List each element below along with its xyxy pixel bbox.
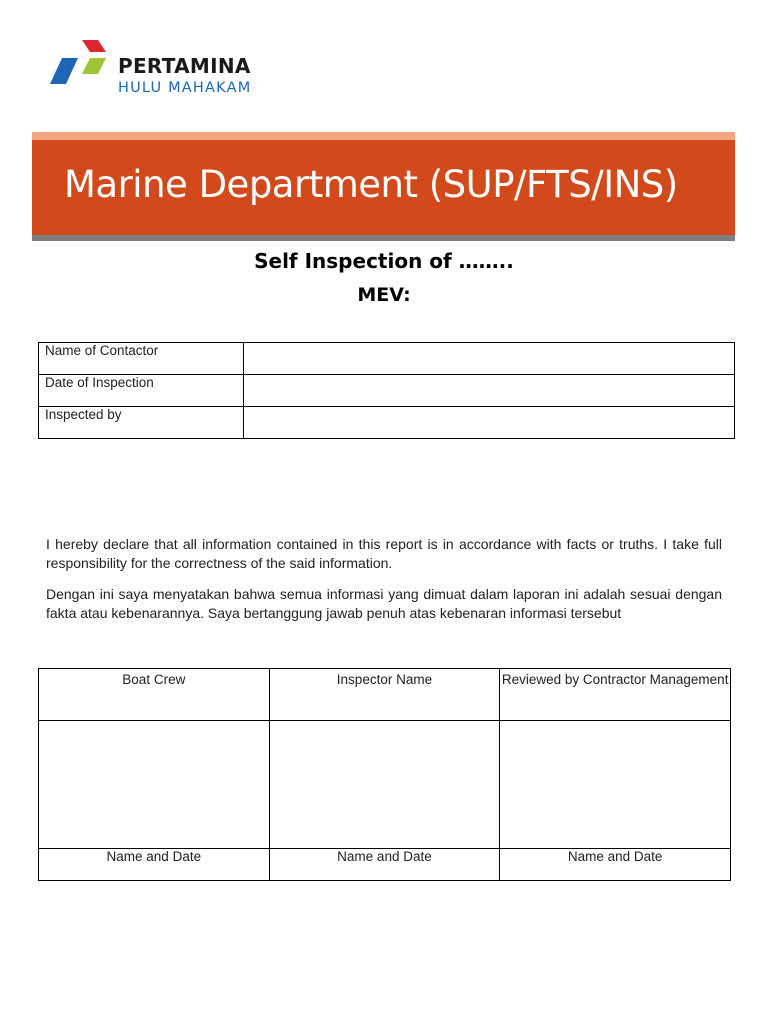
declaration-indonesian: Dengan ini saya menyatakan bahwa semua informasi yang dimuat dalam laporan ini adalah sesuai dengan fakta atau kebenarannya. Saya bertanggung jawab penuh atas kebenaran informasi tersebut <box>46 586 722 621</box>
banner-accent-bottom <box>32 235 735 241</box>
info-value-contractor[interactable] <box>244 343 735 375</box>
logo-name: PERTAMINA <box>118 54 251 78</box>
table-row <box>39 407 735 439</box>
info-label-contractor: Name of Contactor <box>39 343 244 375</box>
logo-subtitle: HULU MAHAKAM <box>118 80 252 96</box>
signature-box-inspector[interactable] <box>269 721 500 849</box>
info-value-date[interactable] <box>244 375 735 407</box>
footer-name-date-3: Name and Date <box>500 849 731 881</box>
info-value-inspected-by[interactable] <box>244 407 735 439</box>
pertamina-logo <box>50 40 260 100</box>
header-reviewed-by: Reviewed by Contractor Management <box>500 669 731 721</box>
table-row <box>39 721 731 849</box>
info-label-inspected-by: Inspected by <box>39 407 244 439</box>
signature-box-boat-crew[interactable] <box>39 721 270 849</box>
heading-self-inspection: Self Inspection of …….. <box>254 249 514 273</box>
banner-accent-top <box>32 132 735 140</box>
signature-box-reviewer[interactable] <box>500 721 731 849</box>
declaration-english: I hereby declare that all information contained in this report is in accordance with facts or truths. I take full responsibility for the correctness of the said information. <box>46 536 722 571</box>
info-table <box>38 342 735 439</box>
footer-name-date-2: Name and Date <box>269 849 500 881</box>
banner-title: Marine Department (SUP/FTS/INS) <box>64 163 678 206</box>
header-boat-crew: Boat Crew <box>39 669 270 721</box>
table-row <box>39 849 731 881</box>
info-label-date: Date of Inspection <box>39 375 244 407</box>
table-row <box>39 343 735 375</box>
table-row <box>39 375 735 407</box>
signature-table <box>38 668 731 881</box>
heading-mev: MEV: <box>357 284 411 306</box>
footer-name-date-1: Name and Date <box>39 849 270 881</box>
table-row <box>39 669 731 721</box>
pertamina-logo-icon <box>50 40 110 84</box>
header-inspector-name: Inspector Name <box>269 669 500 721</box>
